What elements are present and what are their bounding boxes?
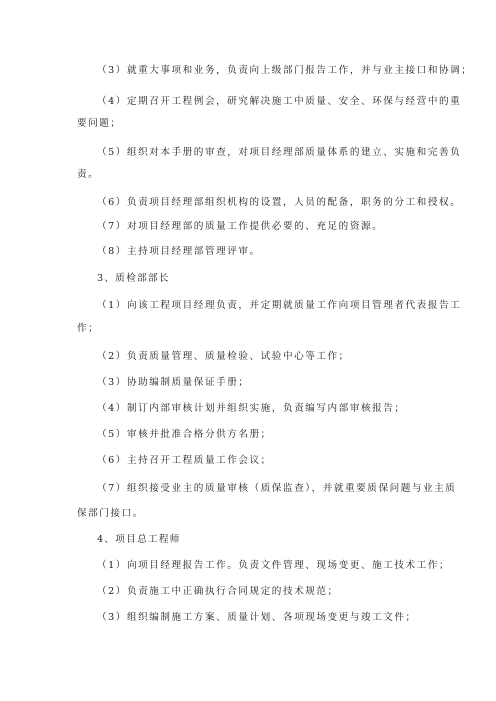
duty-item-4-continued: 要问题；	[77, 118, 122, 129]
qc-duty-item-3: （3）协助编制质量保证手册；	[97, 377, 250, 388]
qc-duty-item-2: （2）负责质量管理、质量检验、试验中心等工作；	[97, 351, 350, 362]
duty-item-3: （3）就重大事项和业务，负责向上级部门报告工作，并与业主接口和协调；	[97, 65, 473, 76]
qc-duty-item-7: （7）组织接受业主的质量审核（质保监查），并就重要质保问题与业主质	[97, 483, 457, 494]
qc-duty-item-6: （6）主持召开工程质量工作会议；	[97, 455, 272, 466]
qc-duty-item-7-continued: 保部门接口。	[77, 508, 144, 519]
duty-item-8: （8）主持项目经理部管理评审。	[97, 246, 261, 257]
ce-duty-item-2: （2）负责施工中正确执行合同规定的技术规范；	[97, 586, 339, 597]
ce-duty-item-3: （3）组织编制施工方案、质量计划、各项现场变更与竣工文件；	[97, 612, 417, 623]
qc-duty-item-1-continued: 作；	[77, 323, 100, 334]
duty-item-6: （6）负责项目经理部组织机构的设置，人员的配备，职务的分工和授权。	[97, 197, 462, 208]
duty-item-4: （4）定期召开工程例会，研究解决施工中质量、安全、环保与经营中的重	[97, 96, 462, 107]
duty-item-5-continued: 责。	[77, 169, 100, 180]
section-heading-chief-engineer: 4、项目总工程师	[97, 534, 181, 545]
duty-item-7: （7）对项目经理部的质量工作提供必要的、充足的资源。	[97, 221, 384, 232]
section-heading-qc-head: 3、质检部部长	[97, 273, 170, 284]
qc-duty-item-4: （4）制订内部审核计划并组织实施，负责编写内部审核报告；	[97, 403, 406, 414]
qc-duty-item-5: （5）审核并批准合格分供方名册；	[97, 429, 272, 440]
ce-duty-item-1: （1）向项目经理报告工作。负责文件管理、现场变更、施工技术工作；	[97, 560, 451, 571]
duty-item-5: （5）组织对本手册的审查，对项目经理部质量体系的建立、实施和完善负	[97, 147, 462, 158]
qc-duty-item-1: （1）向该工程项目经理负责，并定期就质量工作向项目管理者代表报告工	[97, 300, 462, 311]
